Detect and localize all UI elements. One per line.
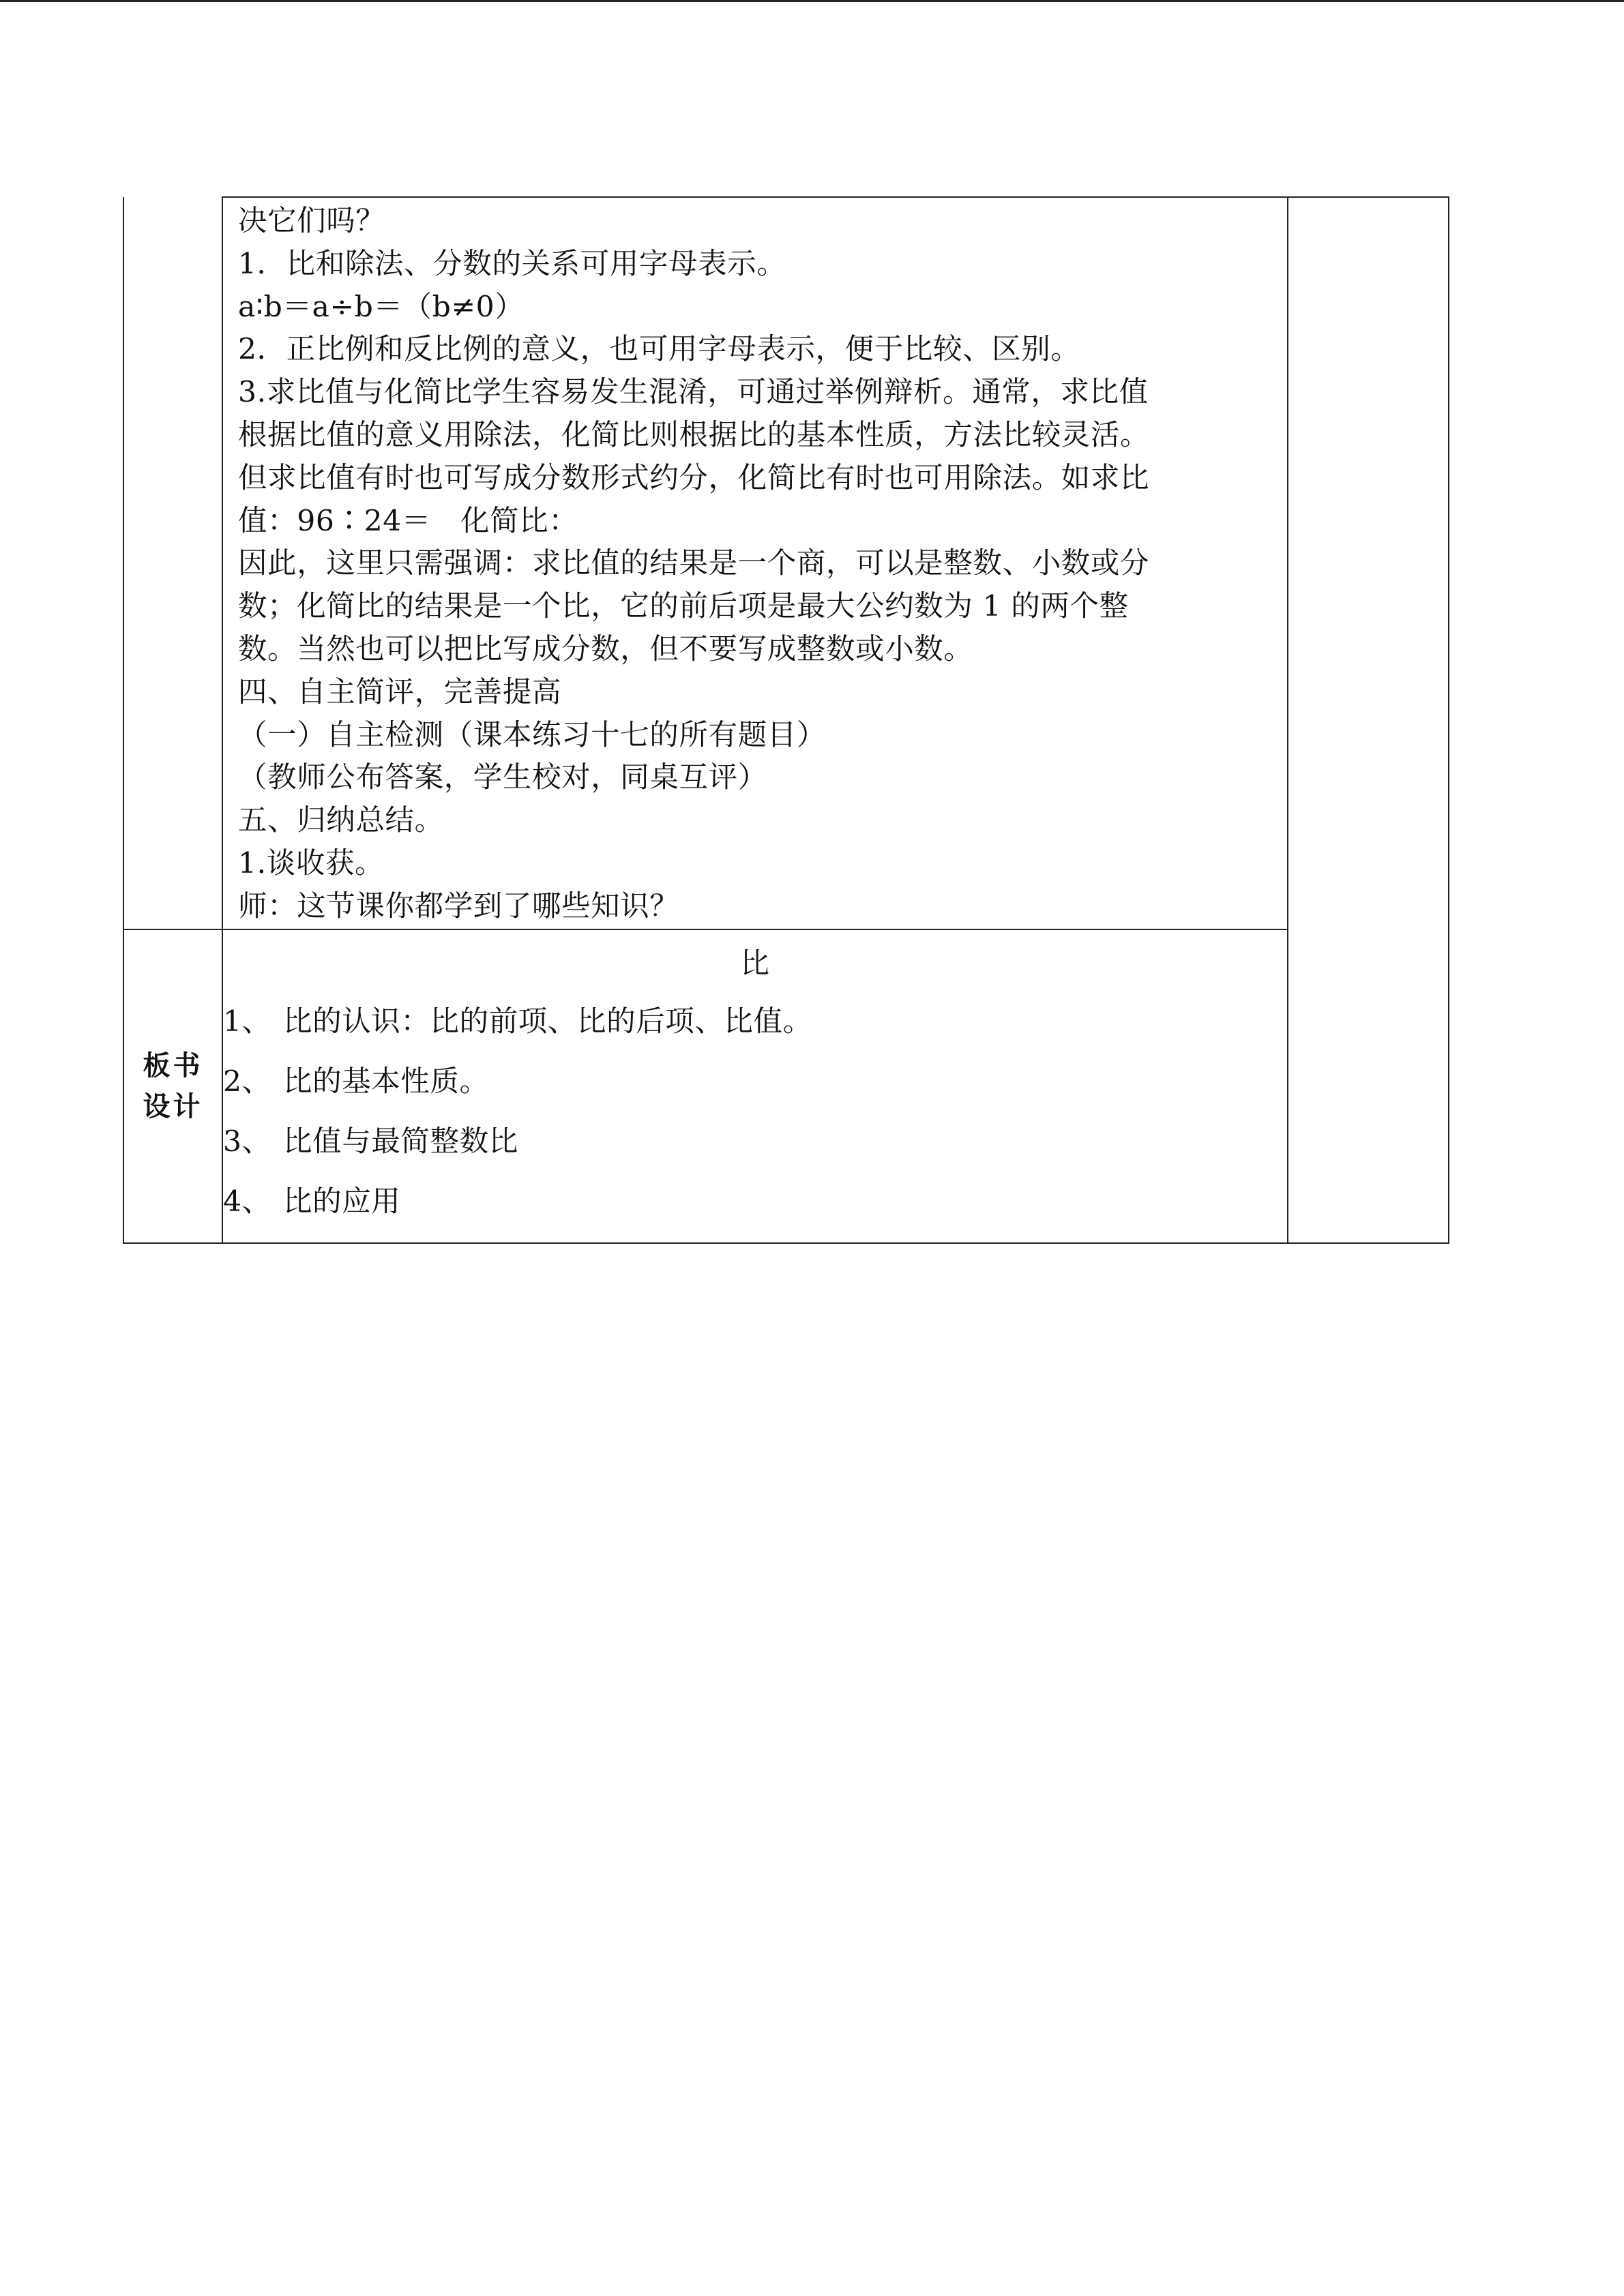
board-item: [223, 1002, 1287, 1062]
board-item-text: 比的认识：比的前项、比的后项、比值。: [283, 1004, 812, 1039]
content-line: 但求比值有时也可写成分数形式约分，化简比有时也可用除法。如求比: [238, 461, 1150, 495]
board-label-line2: 设计: [143, 1090, 203, 1122]
board-item-number: 4、: [223, 1184, 271, 1219]
board-item-number: 2、: [223, 1064, 271, 1099]
content-line: 数；化简比的结果是一个比，它的前后项是最大公约数为 1 的两个整: [238, 590, 1129, 624]
process-content-cell: [222, 197, 1288, 929]
board-item-text: 比值与最简整数比: [283, 1124, 518, 1159]
content-line: （教师公布答案，学生校对，同桌互评）: [238, 761, 767, 795]
board-item-number: 3、: [223, 1124, 271, 1159]
content-line: 2．正比例和反比例的意义，也可用字母表示，便于比较、区别。: [238, 333, 1080, 367]
lesson-plan-table: [123, 196, 1449, 1244]
board-design-label: [143, 1045, 203, 1127]
board-design-row: [123, 929, 1449, 1243]
note-cell: [1288, 197, 1449, 1243]
content-line: a∶b＝a÷b＝（b≠0）: [238, 290, 525, 324]
teaching-process-row: [123, 197, 1449, 929]
page-top-border: [0, 0, 1624, 2]
process-content: [223, 198, 1287, 929]
content-line: 四、自主简评，完善提高: [238, 675, 562, 709]
content-line: （一）自主检测（课本练习十七的所有题目）: [238, 718, 827, 752]
board-item: [223, 1182, 1287, 1242]
board-item-text: 比的基本性质。: [283, 1064, 489, 1099]
board-item-number: 1、: [223, 1004, 271, 1039]
board-label-line1: 板书: [143, 1049, 203, 1082]
content-line: 3.求比值与化简比学生容易发生混淆，可通过举例辩析。通常，求比值: [238, 376, 1149, 410]
board-item: [223, 1122, 1287, 1182]
content-line: 五、归纳总结。: [238, 804, 444, 838]
board-item-text: 比的应用: [283, 1184, 401, 1219]
board-item: [223, 1062, 1287, 1122]
process-label-cell: [123, 197, 222, 929]
content-line: 1.谈收获。: [238, 846, 385, 880]
content-line: 1．比和除法、分数的关系可用字母表示。: [238, 247, 786, 281]
board-content-cell: [222, 929, 1288, 1243]
content-line: 师：这节课你都学到了哪些知识？: [238, 889, 679, 923]
content-line: 数。当然也可以把比写成分数，但不要写成整数或小数。: [238, 632, 973, 666]
content-line: 因此，这里只需强调：求比值的结果是一个商，可以是整数、小数或分: [238, 547, 1150, 581]
content-line: 决它们吗？: [238, 205, 385, 238]
content-line: 根据比值的意义用除法，化简比则根据比的基本性质，方法比较灵活。: [238, 418, 1150, 452]
content-line: 值：96∶24＝ 化简比：: [238, 504, 578, 538]
board-label-cell: [123, 929, 222, 1243]
board-title: 比: [740, 946, 770, 981]
